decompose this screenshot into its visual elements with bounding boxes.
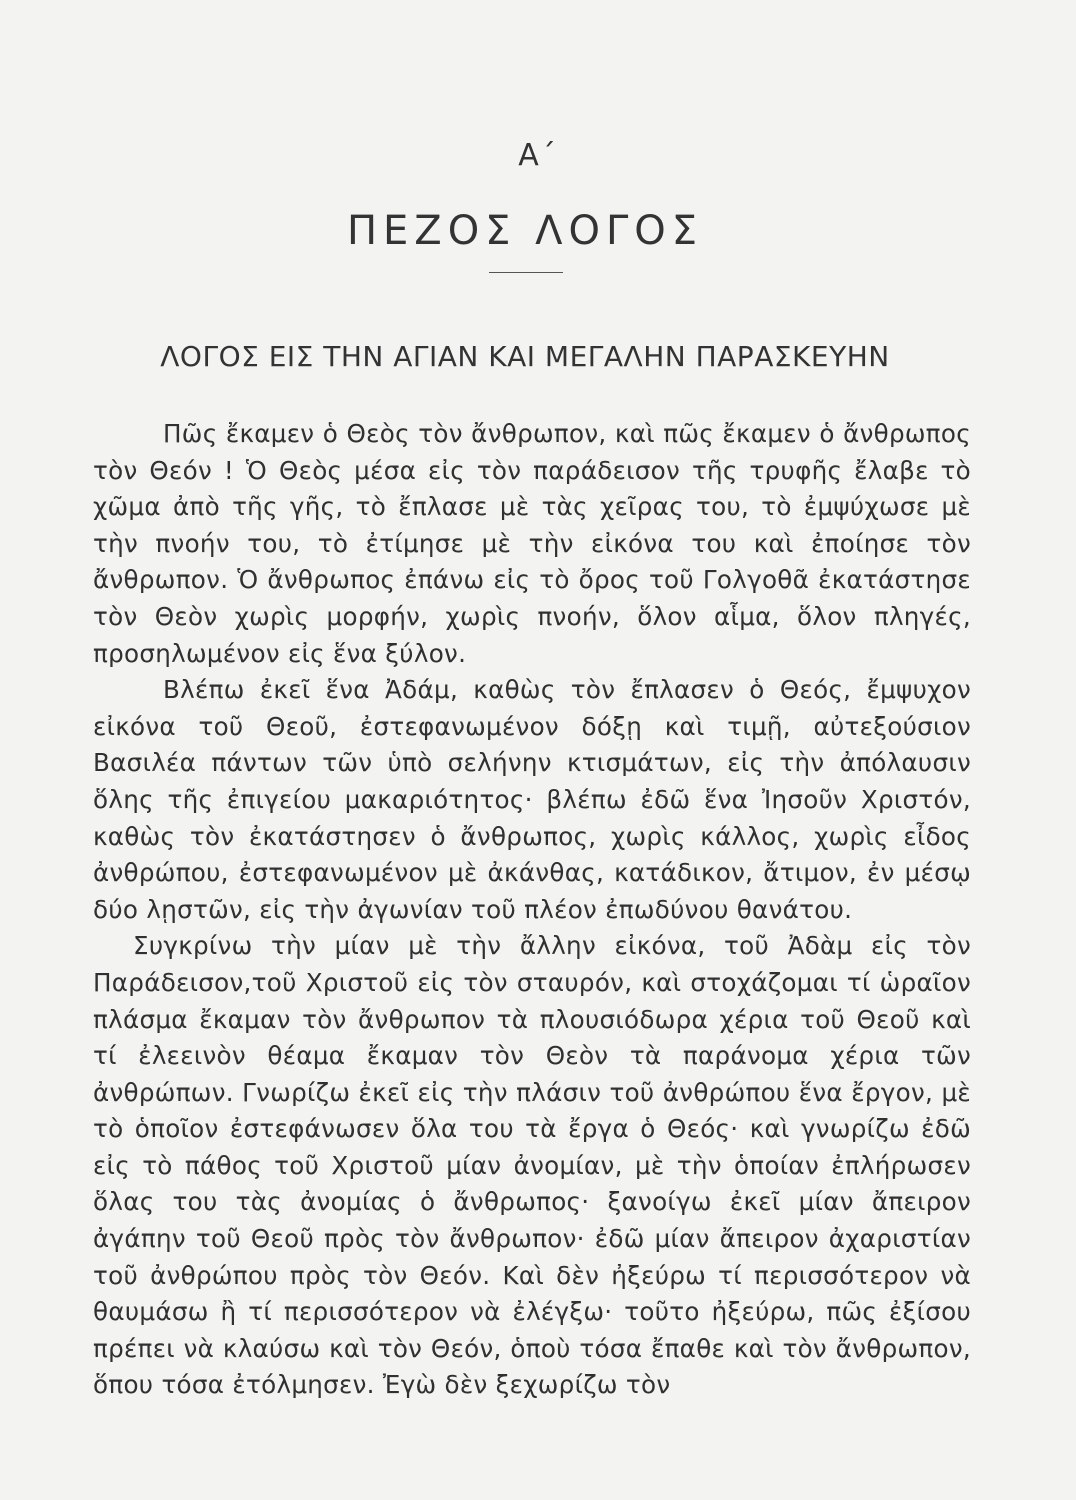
paragraph: Συγκρίνω τὴν μίαν μὲ τὴν ἄλλην εἰκόνα, τοῦ Ἀδὰμ εἰς τὸν Παράδεισον,τοῦ Χριστοῦ εἰς τὸν σταυρόν, καὶ στοχάζομαι τί ὡραῖον πλάσμα ἔκαμαν τὸν ἄνθρωπον τὰ πλουσιόδωρα χέρια τοῦ Θεοῦ καὶ τί ἐλεεινὸν θέαμα ἔκαμαν τὸν Θεὸν τὰ παράνομα χέρια τῶν ἀνθρώπων. Γνωρίζω ἐκεῖ εἰς τὴν πλάσιν τοῦ ἀνθρώπου ἕνα ἔργον, μὲ τὸ ὁποῖον ἐστεφάνωσεν ὅλα του τὰ ἔργα ὁ Θεός· καὶ γνωρίζω ἐδῶ εἰς τὸ πάθος τοῦ Χριστοῦ μίαν ἀνομίαν, μὲ τὴν ὁποίαν ἐπλήρωσεν ὅλας του τὰς ἀνομίας ὁ ἄνθρωπος· ξανοίγω ἐκεῖ μίαν ἄπειρον ἀγάπην τοῦ Θεοῦ πρὸς τὸν ἄνθρωπον· ἐδῶ μίαν ἄπειρον ἀχαριστίαν τοῦ ἀνθρώπου πρὸς τὸν Θεόν. Καὶ δὲν ἠξεύρω τί περισσότερον νὰ θαυμάσω ἢ τί περισσότερον νὰ ἐλέγξω· τοῦτο ἠξεύρω, πῶς ἐξίσου πρέπει νὰ κλαύσω καὶ τὸν Θεόν, ὁποὺ τόσα ἔπαθε καὶ τὸν ἄνθρωπον, ὅπου τόσα ἐτόλμησεν. Ἐγὼ δὲν ξεχωρίζω τὸν: [93, 931, 971, 1400]
paragraph: Πῶς ἔκαμεν ὁ Θεὸς τὸν ἄνθρωπον, καὶ πῶς ἔκαμεν ὁ ἄνθρωπος τὸν Θεόν ! Ὁ Θεὸς μέσα εἰς τὸν παράδεισον τῆς τρυφῆς ἔλαβε τὸ χῶμα ἀπὸ τῆς γῆς, τὸ ἔπλασε μὲ τὰς χεῖρας του, τὸ ἐμψύχωσε μὲ τὴν πνοήν του, τὸ ἐτίμησε μὲ τὴν εἰκόνα του καὶ ἐποίησε τὸν ἄνθρωπον. Ὁ ἄνθρωπος ἐπάνω εἰς τὸ ὄρος τοῦ Γολγοθᾶ ἐκατάστησε τὸν Θεὸν χωρὶς μορφήν, χωρὶς πνοήν, ὅλον αἷμα, ὅλον πληγές, προσηλωμένον εἰς ἕνα ξύλον.: [93, 419, 971, 668]
body-text: [93, 416, 971, 1404]
part-title: ΠΕΖΟΣ ΛΟΓΟΣ: [346, 208, 704, 254]
paragraph: Βλέπω ἐκεῖ ἕνα Ἀδάμ, καθὼς τὸν ἔπλασεν ὁ Θεός, ἔμψυχον εἰκόνα τοῦ Θεοῦ, ἐστεφανωμένον δόξῃ καὶ τιμῇ, αὐτεξούσιον Βασιλέα πάντων τῶν ὑπὸ σελήνην κτισμάτων, εἰς τὴν ἀπόλαυσιν ὅλης τῆς ἐπιγείου μακαριότητος· βλέπω ἐδῶ ἕνα Ἰησοῦν Χριστόν, καθὼς τὸν ἐκατάστησεν ὁ ἄνθρωπος, χωρὶς κάλλος, χωρὶς εἶδος ἀνθρώπου, ἐστεφανωμένον μὲ ἀκάνθας, κατάδικον, ἄτιμον, ἐν μέσῳ δύο λῃστῶν, εἰς τὴν ἀγωνίαν τοῦ πλέον ἐπωδύνου θανάτου.: [93, 675, 971, 924]
title-divider: [489, 272, 563, 273]
section-title: ΛΟΓΟΣ ΕΙΣ ΤΗΝ ΑΓΙΑΝ ΚΑΙ ΜΕΓΑΛΗΝ ΠΑΡΑΣΚΕΥΗΝ: [160, 340, 890, 373]
chapter-letter: Α΄: [518, 138, 558, 173]
